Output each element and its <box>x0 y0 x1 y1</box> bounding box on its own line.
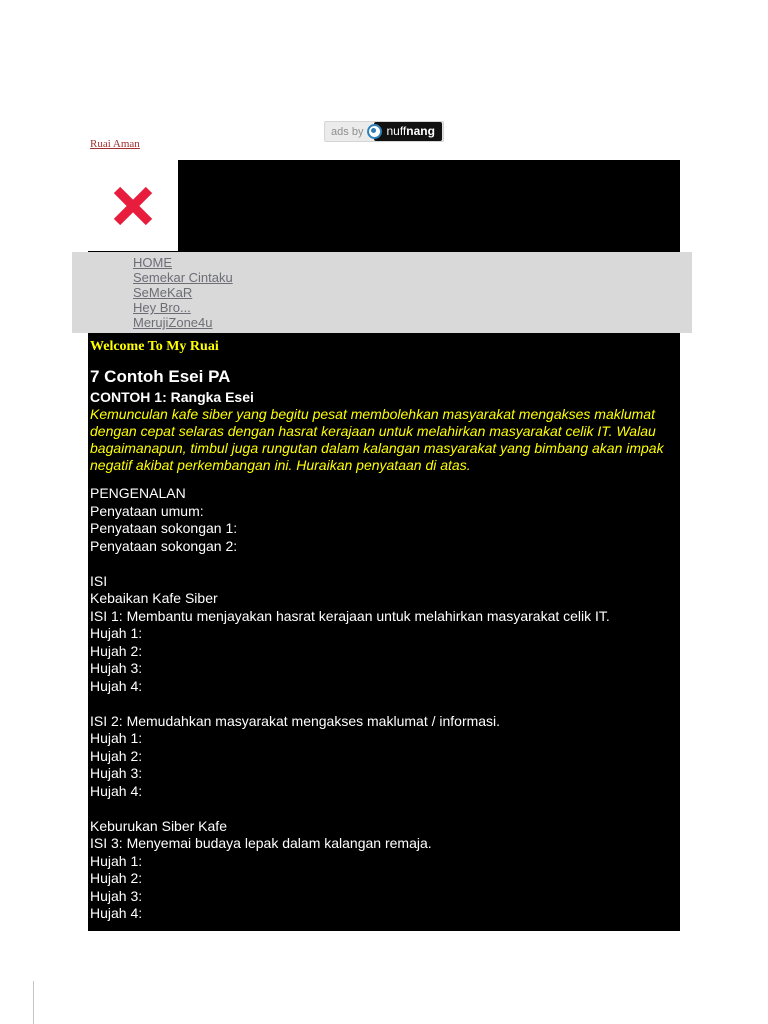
nuffnang-wordmark-right: nang <box>406 124 435 138</box>
ads-by-nuffnang-badge[interactable] <box>324 121 444 142</box>
broken-image-placeholder <box>88 160 178 251</box>
content-line <box>90 555 678 573</box>
post-subtitle: CONTOH 1: Rangka Esei <box>90 389 254 405</box>
content-line: ISI 2: Memudahkan masyarakat mengakses maklumat / informasi. <box>90 712 501 729</box>
post-content <box>88 338 680 923</box>
content-line: Hujah 3: <box>90 660 143 676</box>
content-line: Hujah 2: <box>90 642 143 659</box>
content-line: ISI 3: Menyemai budaya lepak dalam kalangan remaja. <box>90 835 432 851</box>
content-line: Penyataan umum: <box>90 502 204 519</box>
content-line <box>90 800 678 818</box>
content-line: Hujah 2: <box>90 870 143 886</box>
content-line: PENGENALAN <box>90 485 186 501</box>
nuffnang-wordmark-left: nuff <box>386 124 407 138</box>
nav-link[interactable]: SeMeKaR <box>133 285 193 300</box>
content-line: Hujah 4: <box>90 905 143 921</box>
content-line: ISI <box>90 572 108 589</box>
content-line: Hujah 4: <box>90 782 143 799</box>
welcome-heading: Welcome To My Ruai <box>90 339 219 354</box>
content-line: Hujah 4: <box>90 677 143 694</box>
content-line: Penyataan sokongan 1: <box>90 520 238 536</box>
nav-link[interactable]: Hey Bro... <box>133 300 191 315</box>
nuffnang-wordmark <box>374 122 441 141</box>
page-artifact-line <box>33 981 34 1024</box>
content-line: ISI 1: Membantu menjayakan hasrat kerajaan untuk melahirkan masyarakat celik IT. <box>90 607 610 624</box>
nav-link[interactable]: MerujiZone4u <box>133 315 213 330</box>
post-title: 7 Contoh Esei PA <box>90 367 231 386</box>
content-line: Hujah 1: <box>90 730 143 746</box>
nav-menu <box>72 252 692 333</box>
content-line: Kebaikan Kafe Siber <box>90 590 218 606</box>
content-line: Hujah 3: <box>90 765 143 781</box>
content-line: Keburukan Siber Kafe <box>90 817 227 834</box>
essay-intro: Kemunculan kafe siber yang begitu pesat membolehkan masyarakat mengakses maklumat dengan cepat selaras dengan hasrat kerajaan untuk melahirkan masyarakat celik IT. Walau bagaimanapun, timbul juga rungutan dalam kalangan masyarakat yang bimbang akan impak negatif akibat perkembangan ini. Huraikan penyataan di atas. <box>90 406 664 473</box>
ruai-aman-link[interactable]: Ruai Aman <box>90 138 140 150</box>
content-line: Hujah 3: <box>90 887 143 904</box>
content-line: Hujah 1: <box>90 852 143 869</box>
content-line: Hujah 1: <box>90 625 143 641</box>
content-line: Penyataan sokongan 2: <box>90 537 238 554</box>
content-line: Hujah 2: <box>90 747 143 764</box>
content-line <box>90 695 678 713</box>
ad-prefix-label: ads by <box>331 125 364 138</box>
broken-image-x-icon <box>110 183 156 229</box>
nav-link[interactable]: HOME <box>133 255 172 270</box>
post-body <box>88 160 680 931</box>
nav-link[interactable]: Semekar Cintaku <box>133 270 233 285</box>
essay-outline <box>90 485 678 923</box>
